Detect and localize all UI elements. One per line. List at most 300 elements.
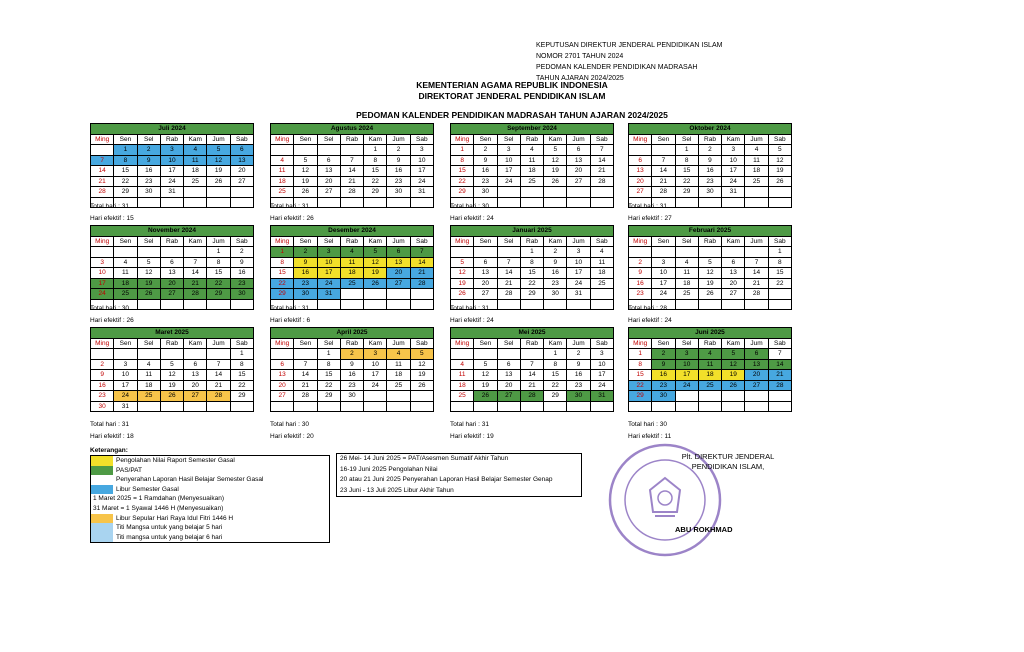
day-cell: 2 — [567, 349, 590, 360]
decree-line: NOMOR 2701 TAHUN 2024 — [536, 53, 624, 60]
month-calendar — [90, 225, 254, 310]
month-calendar — [90, 327, 254, 412]
day-cell: 14 — [410, 257, 433, 268]
day-cell: 11 — [271, 166, 294, 177]
day-cell: 29 — [451, 187, 474, 198]
day-cell: 1 — [230, 349, 253, 360]
day-cell: 31 — [114, 401, 137, 412]
day-cell: 20 — [230, 166, 253, 177]
day-cell — [317, 145, 340, 156]
month-calendar — [450, 327, 614, 412]
month-title: Desember 2024 — [271, 226, 434, 237]
weekday-header: Sen — [652, 338, 675, 349]
day-cell: 23 — [230, 278, 253, 289]
day-cell: 7 — [768, 349, 791, 360]
day-cell: 9 — [567, 359, 590, 370]
month-calendar — [270, 327, 434, 412]
weekday-header: Rab — [160, 134, 183, 145]
day-cell: 9 — [91, 370, 114, 381]
weekday-header: Rab — [160, 338, 183, 349]
day-cell: 1 — [451, 145, 474, 156]
day-cell: 16 — [340, 370, 363, 381]
day-cell: 21 — [590, 166, 613, 177]
day-cell: 30 — [567, 391, 590, 402]
day-cell: 5 — [294, 155, 317, 166]
day-cell: 24 — [497, 176, 520, 187]
day-cell: 14 — [294, 370, 317, 381]
day-cell: 4 — [520, 145, 543, 156]
month-totals — [450, 303, 494, 327]
day-cell — [230, 299, 253, 310]
day-cell: 17 — [590, 370, 613, 381]
weekday-header: Sel — [317, 338, 340, 349]
day-cell — [137, 299, 160, 310]
day-cell: 10 — [497, 155, 520, 166]
day-cell — [722, 247, 745, 258]
day-cell: 17 — [364, 370, 387, 381]
day-cell: 13 — [184, 370, 207, 381]
day-cell — [230, 187, 253, 198]
month-calendar — [628, 123, 792, 208]
day-cell: 23 — [340, 380, 363, 391]
day-cell: 16 — [294, 268, 317, 279]
weekday-header: Sab — [410, 134, 433, 145]
day-cell: 17 — [567, 268, 590, 279]
day-cell: 21 — [184, 278, 207, 289]
day-cell: 4 — [698, 349, 721, 360]
day-cell — [722, 391, 745, 402]
day-cell: 27 — [271, 391, 294, 402]
day-cell: 28 — [745, 289, 768, 300]
month-title: September 2024 — [451, 124, 614, 135]
day-cell: 6 — [497, 359, 520, 370]
day-cell: 3 — [317, 247, 340, 258]
day-cell: 17 — [722, 166, 745, 177]
weekday-header: Jum — [387, 236, 410, 247]
day-cell: 12 — [544, 155, 567, 166]
day-cell: 15 — [451, 166, 474, 177]
day-cell: 3 — [91, 257, 114, 268]
day-cell: 13 — [230, 155, 253, 166]
day-cell — [230, 197, 253, 208]
month-title: Mei 2025 — [451, 328, 614, 339]
day-cell: 31 — [590, 391, 613, 402]
day-cell: 5 — [410, 349, 433, 360]
weekday-header: Sab — [230, 236, 253, 247]
day-cell — [294, 401, 317, 412]
weekday-header: Rab — [340, 134, 363, 145]
weekday-header: Rab — [698, 236, 721, 247]
day-cell: 28 — [497, 289, 520, 300]
month-calendar — [450, 225, 614, 310]
weekday-header: Sen — [114, 134, 137, 145]
day-cell: 11 — [698, 359, 721, 370]
day-cell: 11 — [340, 257, 363, 268]
day-cell — [137, 401, 160, 412]
day-cell: 22 — [451, 176, 474, 187]
day-cell — [387, 197, 410, 208]
day-cell: 30 — [137, 187, 160, 198]
weekday-header: Ming — [629, 134, 652, 145]
day-cell: 31 — [567, 289, 590, 300]
document-header — [256, 80, 768, 120]
day-cell: 21 — [207, 380, 230, 391]
weekday-header: Ming — [451, 134, 474, 145]
day-cell: 7 — [652, 155, 675, 166]
day-cell: 21 — [91, 176, 114, 187]
day-cell — [520, 299, 543, 310]
day-cell: 27 — [722, 289, 745, 300]
weekday-header: Ming — [271, 338, 294, 349]
day-cell: 8 — [520, 257, 543, 268]
day-cell — [745, 391, 768, 402]
day-cell: 26 — [544, 176, 567, 187]
month-totals — [90, 419, 134, 443]
day-cell: 24 — [317, 278, 340, 289]
day-cell: 1 — [675, 145, 698, 156]
day-cell: 13 — [745, 359, 768, 370]
legend-item: Libur Semester Gasal — [91, 485, 329, 495]
day-cell: 28 — [91, 187, 114, 198]
day-cell: 22 — [544, 380, 567, 391]
weekday-header: Ming — [91, 338, 114, 349]
day-cell: 4 — [590, 247, 613, 258]
weekday-header: Sen — [652, 134, 675, 145]
day-cell — [114, 349, 137, 360]
day-cell: 15 — [520, 268, 543, 279]
day-cell: 14 — [520, 370, 543, 381]
effective-days: Hari efektif : 24 — [628, 317, 672, 324]
day-cell: 25 — [137, 391, 160, 402]
weekday-header: Sel — [497, 338, 520, 349]
day-cell: 23 — [474, 176, 497, 187]
day-cell — [387, 391, 410, 402]
day-cell: 17 — [317, 268, 340, 279]
legend-item: PAS/PAT — [91, 466, 329, 476]
day-cell — [230, 401, 253, 412]
day-cell: 24 — [722, 176, 745, 187]
day-cell: 9 — [230, 257, 253, 268]
day-cell: 15 — [317, 370, 340, 381]
day-cell — [137, 349, 160, 360]
effective-days: Hari efektif : 26 — [270, 215, 314, 222]
day-cell: 8 — [451, 155, 474, 166]
total-days: Total hari : 31 — [450, 305, 490, 312]
day-cell: 17 — [652, 278, 675, 289]
day-cell — [160, 349, 183, 360]
day-cell — [590, 289, 613, 300]
effective-days: Hari efektif : 6 — [270, 317, 311, 324]
weekday-header: Kam — [544, 236, 567, 247]
day-cell: 19 — [294, 176, 317, 187]
month-totals — [450, 201, 494, 225]
weekday-header: Sab — [590, 134, 613, 145]
day-cell: 25 — [590, 278, 613, 289]
day-cell — [364, 299, 387, 310]
day-cell: 6 — [160, 257, 183, 268]
day-cell — [294, 349, 317, 360]
day-cell — [768, 299, 791, 310]
day-cell — [160, 401, 183, 412]
day-cell: 27 — [474, 289, 497, 300]
effective-days: Hari efektif : 27 — [628, 215, 672, 222]
day-cell: 24 — [567, 278, 590, 289]
day-cell: 31 — [317, 289, 340, 300]
day-cell: 2 — [474, 145, 497, 156]
day-cell: 2 — [387, 145, 410, 156]
weekday-header: Kam — [722, 134, 745, 145]
weekday-header: Ming — [271, 134, 294, 145]
day-cell: 19 — [410, 370, 433, 381]
weekday-header: Ming — [91, 134, 114, 145]
day-cell: 7 — [184, 257, 207, 268]
day-cell — [317, 401, 340, 412]
weekday-header: Sab — [768, 134, 791, 145]
day-cell: 30 — [387, 187, 410, 198]
day-cell — [410, 299, 433, 310]
day-cell: 4 — [271, 155, 294, 166]
day-cell — [567, 401, 590, 412]
weekday-header: Sen — [294, 236, 317, 247]
weekday-header: Sel — [137, 134, 160, 145]
day-cell: 24 — [675, 380, 698, 391]
day-cell — [722, 401, 745, 412]
day-cell: 16 — [567, 370, 590, 381]
day-cell: 25 — [520, 176, 543, 187]
day-cell: 23 — [652, 380, 675, 391]
day-cell: 6 — [722, 257, 745, 268]
month-totals — [270, 201, 314, 225]
day-cell: 18 — [745, 166, 768, 177]
day-cell: 23 — [91, 391, 114, 402]
day-cell — [207, 197, 230, 208]
weekday-header: Ming — [451, 338, 474, 349]
day-cell: 9 — [294, 257, 317, 268]
day-cell: 13 — [387, 257, 410, 268]
day-cell: 18 — [137, 380, 160, 391]
day-cell: 8 — [317, 359, 340, 370]
day-cell: 22 — [114, 176, 137, 187]
day-cell — [520, 187, 543, 198]
day-cell: 7 — [294, 359, 317, 370]
day-cell: 27 — [745, 380, 768, 391]
day-cell: 12 — [207, 155, 230, 166]
day-cell: 6 — [387, 247, 410, 258]
day-cell — [271, 145, 294, 156]
day-cell: 8 — [364, 155, 387, 166]
day-cell — [474, 247, 497, 258]
day-cell: 17 — [410, 166, 433, 177]
day-cell: 30 — [294, 289, 317, 300]
day-cell: 16 — [474, 166, 497, 177]
day-cell: 9 — [387, 155, 410, 166]
weekday-header: Jum — [567, 134, 590, 145]
day-cell: 25 — [271, 187, 294, 198]
day-cell: 28 — [520, 391, 543, 402]
day-cell: 6 — [474, 257, 497, 268]
weekday-header: Sab — [768, 236, 791, 247]
day-cell: 29 — [520, 289, 543, 300]
total-days: Total hari : 31 — [270, 305, 310, 312]
day-cell: 8 — [768, 257, 791, 268]
day-cell: 17 — [497, 166, 520, 177]
legend-item: Titi Mangsa untuk yang belajar 5 hari — [91, 523, 329, 533]
day-cell: 17 — [675, 370, 698, 381]
day-cell: 9 — [137, 155, 160, 166]
day-cell: 6 — [745, 349, 768, 360]
day-cell: 21 — [652, 176, 675, 187]
signatory-title: PENDIDIKAN ISLAM, — [691, 462, 765, 471]
day-cell: 23 — [137, 176, 160, 187]
day-cell: 8 — [114, 155, 137, 166]
day-cell — [698, 247, 721, 258]
day-cell: 22 — [230, 380, 253, 391]
day-cell: 25 — [451, 391, 474, 402]
day-cell: 18 — [520, 166, 543, 177]
day-cell — [160, 197, 183, 208]
day-cell: 19 — [207, 166, 230, 177]
day-cell — [675, 247, 698, 258]
weekday-header: Rab — [160, 236, 183, 247]
day-cell: 11 — [520, 155, 543, 166]
day-cell: 29 — [114, 187, 137, 198]
day-cell: 2 — [544, 247, 567, 258]
effective-days: Hari efektif : 24 — [450, 215, 494, 222]
day-cell: 19 — [451, 278, 474, 289]
month-totals — [270, 419, 314, 443]
day-cell: 27 — [317, 187, 340, 198]
day-cell: 4 — [114, 257, 137, 268]
weekday-header: Sel — [317, 236, 340, 247]
day-cell: 30 — [91, 401, 114, 412]
day-cell: 21 — [340, 176, 363, 187]
day-cell — [544, 299, 567, 310]
day-cell — [364, 197, 387, 208]
day-cell — [567, 187, 590, 198]
day-cell: 26 — [722, 380, 745, 391]
month-calendar — [628, 225, 792, 310]
day-cell: 22 — [317, 380, 340, 391]
day-cell — [497, 197, 520, 208]
weekday-header: Sel — [497, 134, 520, 145]
day-cell: 9 — [340, 359, 363, 370]
day-cell: 5 — [768, 145, 791, 156]
month-title: Agustus 2024 — [271, 124, 434, 135]
day-cell: 20 — [722, 278, 745, 289]
day-cell: 10 — [91, 268, 114, 279]
month-title: Februari 2025 — [629, 226, 792, 237]
day-cell — [520, 197, 543, 208]
day-cell: 2 — [294, 247, 317, 258]
day-cell: 26 — [364, 278, 387, 289]
signatory-title: Plt. DIREKTUR JENDERAL — [681, 452, 775, 461]
weekday-header: Kam — [544, 338, 567, 349]
day-cell: 13 — [160, 268, 183, 279]
day-cell: 29 — [629, 391, 652, 402]
weekday-header: Ming — [629, 236, 652, 247]
day-cell: 4 — [137, 359, 160, 370]
month-totals — [628, 201, 672, 225]
weekday-header: Jum — [567, 338, 590, 349]
day-cell — [91, 247, 114, 258]
day-cell: 15 — [768, 268, 791, 279]
weekday-header: Sab — [230, 338, 253, 349]
legend-swatch — [91, 523, 113, 533]
day-cell: 30 — [340, 391, 363, 402]
legend-box — [90, 455, 330, 543]
day-cell: 15 — [271, 268, 294, 279]
day-cell — [387, 299, 410, 310]
day-cell: 13 — [497, 370, 520, 381]
signatory-name: ABU ROKHMAD — [675, 525, 733, 534]
legend-item: Titi mangsa untuk yang belajar 6 hari — [91, 533, 329, 543]
day-cell: 10 — [567, 257, 590, 268]
day-cell: 13 — [271, 370, 294, 381]
total-days: Total hari : 31 — [90, 203, 130, 210]
day-cell: 24 — [114, 391, 137, 402]
day-cell — [184, 187, 207, 198]
day-cell: 9 — [474, 155, 497, 166]
day-cell: 13 — [629, 166, 652, 177]
decree-reference — [536, 40, 722, 84]
day-cell: 19 — [137, 278, 160, 289]
day-cell: 4 — [745, 145, 768, 156]
month-totals — [90, 303, 134, 327]
day-cell: 18 — [590, 268, 613, 279]
day-cell: 12 — [768, 155, 791, 166]
weekday-header: Sen — [114, 338, 137, 349]
weekday-header: Sab — [768, 338, 791, 349]
day-cell: 10 — [675, 359, 698, 370]
day-cell: 17 — [160, 166, 183, 177]
day-cell — [745, 401, 768, 412]
day-cell: 11 — [387, 359, 410, 370]
total-days: Total hari : 31 — [90, 421, 130, 428]
day-cell: 15 — [114, 166, 137, 177]
day-cell: 15 — [629, 370, 652, 381]
day-cell: 27 — [387, 278, 410, 289]
event-item: 16-19 Juni 2025 Pengolahan Nilai — [340, 465, 438, 473]
day-cell: 2 — [629, 257, 652, 268]
day-cell: 20 — [184, 380, 207, 391]
day-cell: 26 — [451, 289, 474, 300]
day-cell: 27 — [629, 187, 652, 198]
day-cell: 23 — [698, 176, 721, 187]
day-cell: 12 — [722, 359, 745, 370]
day-cell: 3 — [410, 145, 433, 156]
legend-swatch — [91, 475, 113, 485]
weekday-header: Rab — [340, 338, 363, 349]
day-cell — [137, 197, 160, 208]
day-cell — [698, 401, 721, 412]
legend-note: 31 Maret = 1 Syawal 1446 H (Menyesuaikan) — [93, 504, 224, 512]
day-cell: 1 — [207, 247, 230, 258]
day-cell: 8 — [207, 257, 230, 268]
day-cell: 19 — [768, 166, 791, 177]
day-cell: 5 — [207, 145, 230, 156]
day-cell: 12 — [451, 268, 474, 279]
day-cell: 20 — [474, 278, 497, 289]
day-cell: 28 — [207, 391, 230, 402]
day-cell: 18 — [675, 278, 698, 289]
day-cell: 7 — [207, 359, 230, 370]
day-cell: 28 — [652, 187, 675, 198]
day-cell: 23 — [294, 278, 317, 289]
weekday-header: Kam — [184, 134, 207, 145]
day-cell — [675, 197, 698, 208]
day-cell — [387, 289, 410, 300]
day-cell — [675, 401, 698, 412]
